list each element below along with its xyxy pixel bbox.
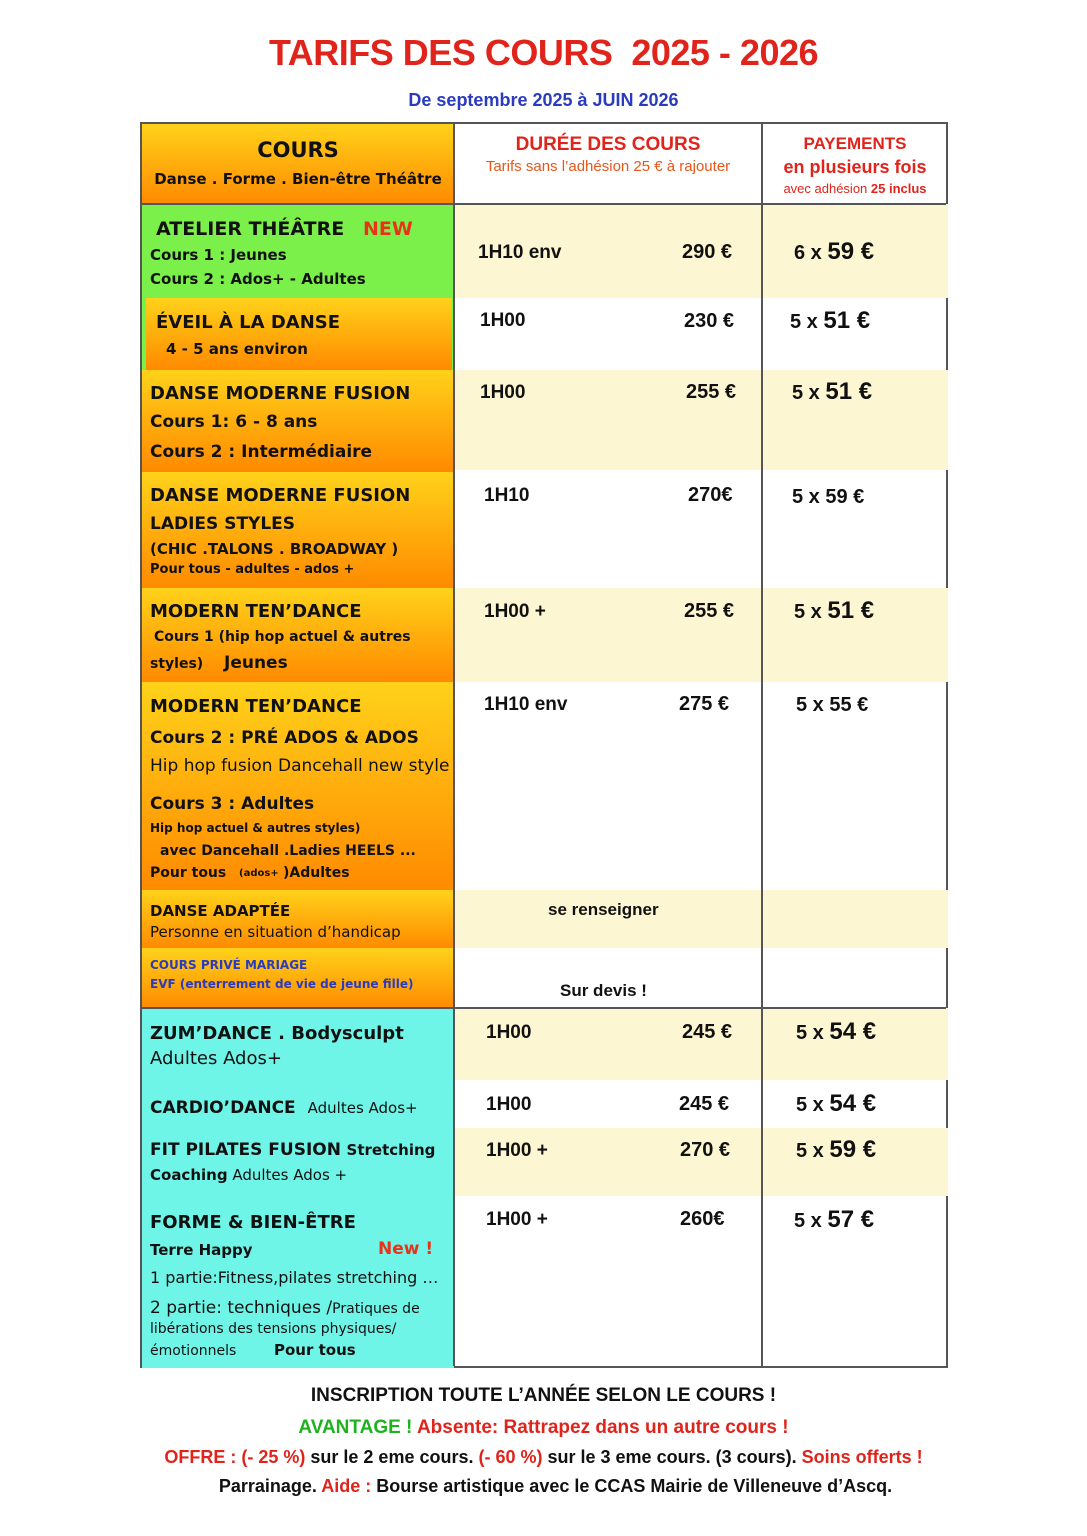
- row-eveil-title: ÉVEIL À LA DANSE: [156, 312, 341, 333]
- footer-parrainage: [12, 1476, 1087, 1497]
- page-title: TARIFS DES COURS 2025 - 2026: [268, 32, 819, 73]
- row-forme-line3b: Pratiques de: [332, 1301, 420, 1317]
- payment-amount: 51 €: [827, 597, 875, 624]
- row-mtd2-price: 275 €: [679, 693, 730, 715]
- row-mtd2-line8: )Adultes: [283, 865, 350, 881]
- divider-col2: [761, 124, 763, 1366]
- header-duration-subtitle: Tarifs sans l’adhésion 25 € à rajouter: [485, 158, 731, 175]
- header-course-title: COURS: [257, 138, 339, 162]
- row-forme-line1: Terre Happy: [150, 1241, 253, 1259]
- row-adaptee-line1: Personne en situation d’handicap: [150, 923, 401, 941]
- row-mtd2-duration: 1H10 env: [484, 694, 568, 715]
- row-pilates-label: [150, 1140, 435, 1160]
- row-mariage-info: Sur devis !: [560, 981, 647, 1000]
- row-mtd2-line3: Cours 3 : Adultes: [150, 794, 315, 814]
- payment-amount: 51 €: [823, 307, 871, 334]
- row-dmf2-payment: 5 x 59 €: [792, 486, 865, 508]
- row-dmf1-line1: Cours 1: 6 - 8 ans: [150, 412, 318, 432]
- row-theatre-payment: [794, 238, 874, 266]
- row-zum-payment: [796, 1018, 876, 1046]
- footer-offre-discount: (- 60 %): [478, 1447, 543, 1467]
- payment-amount: 54 €: [829, 1090, 877, 1117]
- header-payment-title: PAYEMENTS: [803, 134, 907, 153]
- payment-note-suffix: inclus: [885, 181, 927, 196]
- footer-inscription: INSCRIPTION TOUTE L’ANNÉE SELON LE COURS !: [310, 1385, 777, 1406]
- row-dmf2-line1: LADIES STYLES: [150, 514, 296, 534]
- row-forme-line5: émotionnels: [150, 1343, 237, 1359]
- row-mtd1-line1: Cours 1 (hip hop actuel & autres: [154, 629, 411, 645]
- footer-offre-text1: sur le 2 eme cours.: [305, 1447, 479, 1467]
- row-eveil-bg: [142, 298, 454, 370]
- row-cardio-title: CARDIO’DANCE: [150, 1098, 296, 1118]
- row-mariage-title: COURS PRIVÉ MARIAGE: [150, 958, 308, 972]
- payment-count: 6 x: [794, 242, 828, 264]
- row-pilates-duration: 1H00 +: [486, 1140, 548, 1161]
- footer-offre-label: OFFRE : (- 25 %): [164, 1447, 306, 1467]
- header-course-cell: [142, 124, 454, 204]
- row-zum-duration: 1H00: [486, 1022, 532, 1043]
- header-payment-subtitle: en plusieurs fois: [783, 157, 927, 177]
- row-forme-badge: New !: [378, 1239, 434, 1259]
- row-dmf2-duration: 1H10: [484, 485, 530, 506]
- payment-amount: 54 €: [829, 1018, 877, 1045]
- row-forme-payment: [794, 1206, 874, 1234]
- row-cardio-duration: 1H00: [486, 1094, 532, 1115]
- row-dmf1-line2: Cours 2 : Intermédiaire: [150, 442, 373, 462]
- row-cardio-payment: [796, 1090, 876, 1118]
- row-mtd1-line2: styles): [150, 656, 204, 672]
- row-theatre-price: 290 €: [682, 241, 733, 263]
- footer-parrainage-label: Parrainage.: [218, 1476, 322, 1496]
- row-forme-line3: [150, 1298, 420, 1318]
- payment-amount: 59 €: [827, 238, 875, 265]
- row-forme-title: FORME & BIEN-ÊTRE: [150, 1212, 356, 1233]
- payment-count: 5 x: [794, 1210, 828, 1232]
- footer-avantage-label: AVANTAGE !: [298, 1417, 413, 1438]
- row-adaptee-info: se renseigner: [548, 900, 659, 919]
- row-dmf1-payment: [792, 378, 872, 406]
- footer-offre: [0, 1447, 1087, 1468]
- footer-avantage: [0, 1417, 1087, 1439]
- row-mtd1-price: 255 €: [684, 600, 735, 622]
- footer-aide-label: Aide :: [321, 1476, 372, 1496]
- row-cardio-label: [150, 1098, 418, 1118]
- row-dmf2-price: 270€: [688, 484, 733, 506]
- row-dmf2-line3: Pour tous - adultes - ados +: [150, 562, 355, 577]
- row-dmf1-price: 255 €: [686, 381, 737, 403]
- tariff-table: [140, 122, 948, 1368]
- row-mtd2-line7: (ados+: [239, 868, 279, 879]
- payment-note-prefix: avec adhésion: [783, 181, 871, 196]
- row-mtd2-line5: avec Dancehall .Ladies HEELS ...: [160, 843, 416, 859]
- row-dmf2-line2: (CHIC .TALONS . BROADWAY ): [150, 540, 399, 558]
- row-eveil-line1: 4 - 5 ans environ: [166, 340, 308, 358]
- row-adaptee-title: DANSE ADAPTÉE: [150, 902, 291, 920]
- payment-amount: 51 €: [825, 378, 873, 405]
- payment-note-amount: 25: [870, 181, 886, 196]
- payment-count: 5 x: [790, 311, 824, 333]
- row-zum-bg: [142, 1008, 454, 1082]
- row-zum-price: 245 €: [682, 1021, 733, 1043]
- header-payment-note: [762, 181, 948, 196]
- row-theatre-line1: Cours 1 : Jeunes: [150, 246, 287, 264]
- band-adaptee: [454, 890, 948, 948]
- row-forme-line3a: 2 partie: techniques /: [150, 1298, 333, 1318]
- page-subtitle: De septembre 2025 à JUIN 2026: [408, 90, 679, 110]
- payment-count: 5 x: [796, 1094, 830, 1116]
- row-cardio-price: 245 €: [679, 1093, 730, 1115]
- row-mtd1-line3: Jeunes: [224, 653, 288, 673]
- footer-avantage-text: Absente: Rattrapez dans un autre cours !: [412, 1417, 789, 1438]
- row-forme-line2: 1 partie:Fitness,pilates stretching …: [150, 1268, 439, 1287]
- row-forme-line6: Pour tous: [274, 1341, 356, 1359]
- row-pilates-line2: Coaching: [150, 1166, 228, 1184]
- payment-count: 5 x: [796, 1022, 830, 1044]
- row-pilates-price: 270 €: [680, 1139, 731, 1161]
- payment-count: 5 x: [796, 1140, 830, 1162]
- divider-section: [142, 1007, 946, 1009]
- row-pilates-title: FIT PILATES FUSION: [150, 1140, 341, 1160]
- row-theatre-duration: 1H10 env: [478, 242, 562, 263]
- row-theatre-title: ATELIER THÉÂTRE: [156, 218, 345, 240]
- row-mariage-line1: EVF (enterrement de vie de jeune fille): [150, 977, 414, 991]
- row-mtd1-payment: [794, 597, 874, 625]
- row-eveil-payment: [790, 307, 870, 335]
- row-mtd2-line6: Pour tous: [150, 865, 227, 881]
- row-eveil-duration: 1H00: [480, 310, 526, 331]
- footer-aide-text: Bourse artistique avec le CCAS Mairie de Villeneuve d’Ascq.: [371, 1476, 893, 1496]
- row-eveil-price: 230 €: [684, 310, 735, 332]
- row-mtd1-duration: 1H00 +: [484, 601, 546, 622]
- header-duration-title: DURÉE DES COURS: [515, 134, 701, 155]
- footer-offre-soins: Soins offerts !: [801, 1447, 923, 1467]
- row-zum-line1: Adultes Ados+: [150, 1048, 282, 1069]
- row-mtd2-line4: Hip hop actuel & autres styles): [150, 821, 361, 835]
- row-pilates-payment: [796, 1136, 876, 1164]
- row-dmf1-duration: 1H00: [480, 382, 526, 403]
- row-dmf2-title: DANSE MODERNE FUSION: [150, 485, 411, 506]
- row-forme-price: 260€: [680, 1208, 725, 1230]
- row-mtd2-payment: 5 x 55 €: [796, 694, 869, 716]
- row-dmf1-title: DANSE MODERNE FUSION: [150, 383, 411, 404]
- row-mtd2-title: MODERN TEN’DANCE: [150, 696, 362, 717]
- row-pilates-sub: [150, 1166, 347, 1184]
- header-course-subtitle: Danse . Forme . Bien-être Théâtre: [154, 170, 442, 188]
- footer-offre-text2: sur le 3 eme cours. (3 cours).: [542, 1447, 802, 1467]
- row-theatre-badge: NEW: [363, 218, 413, 240]
- row-zum-title: ZUM’DANCE . Bodysculpt: [150, 1023, 404, 1044]
- payment-amount: 57 €: [827, 1206, 875, 1233]
- divider-col1: [453, 124, 455, 1366]
- row-mtd2-line1: Cours 2 : PRÉ ADOS & ADOS: [150, 728, 419, 748]
- row-pilates-bg: [142, 1128, 454, 1196]
- row-cardio-line1: Adultes Ados+: [307, 1099, 418, 1117]
- row-theatre-line2: Cours 2 : Ados+ - Adultes: [150, 270, 366, 288]
- row-pilates-line1: Stretching: [346, 1141, 436, 1159]
- payment-amount: 59 €: [829, 1136, 877, 1163]
- row-pilates-line3: Adultes Ados +: [232, 1166, 348, 1184]
- row-forme-line4: libérations des tensions physiques/: [150, 1321, 397, 1337]
- row-forme-duration: 1H00 +: [486, 1209, 548, 1230]
- payment-count: 5 x: [794, 601, 828, 623]
- payment-count: 5 x: [792, 382, 826, 404]
- divider-header: [142, 203, 946, 205]
- row-mtd1-title: MODERN TEN’DANCE: [150, 601, 362, 622]
- row-mtd2-line2: Hip hop fusion Dancehall new style: [150, 756, 450, 776]
